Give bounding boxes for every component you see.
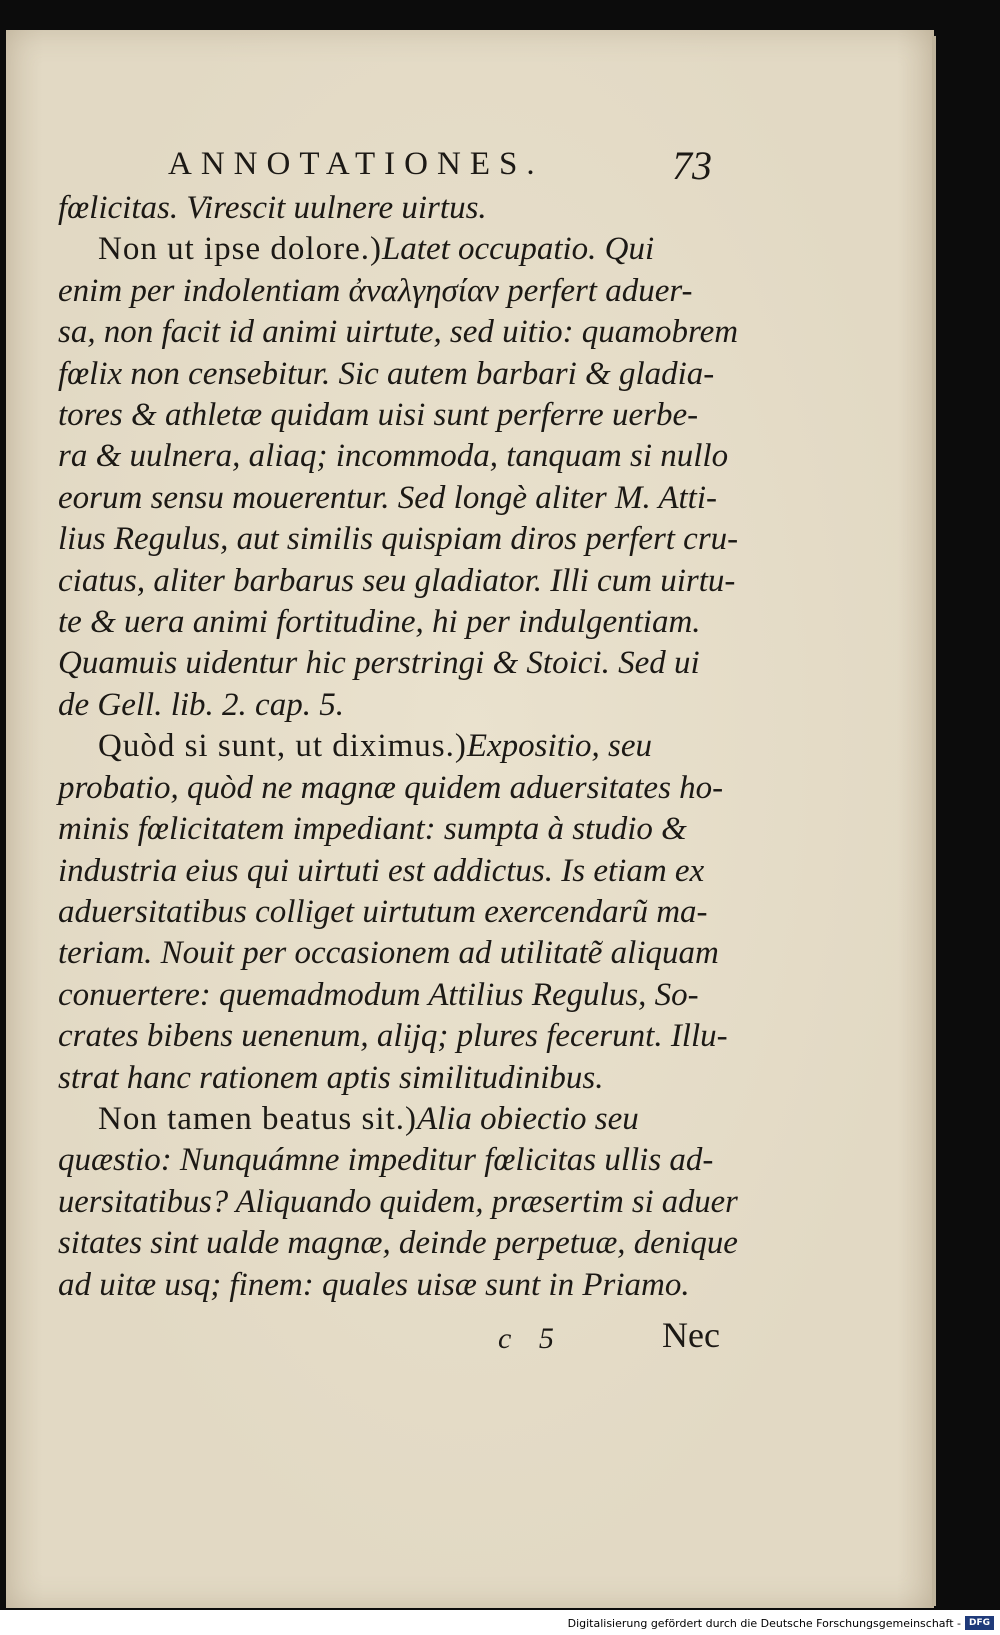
line-text: fœlicitas. Virescit uulnere uirtus. <box>58 190 487 226</box>
line-text: Expositio, seu <box>466 728 653 765</box>
line-text: conuertere: quemadmodum Attilius Regulus, So- <box>58 976 699 1013</box>
text-line <box>58 229 738 270</box>
line-text: Quamuis uidentur hic perstringi & Stoici. Sed ui <box>58 645 700 682</box>
text-line <box>58 1265 738 1306</box>
text-line <box>58 478 738 519</box>
text-line <box>58 726 738 767</box>
line-text: quæstio: Nunquámne impeditur fœlicitas ullis ad- <box>58 1142 714 1179</box>
text-line <box>58 1182 738 1223</box>
line-text: enim per indolentiam ἀναλγησίαν perfert aduer- <box>58 272 693 309</box>
text-line <box>58 643 738 684</box>
credit-text: Digitalisierung gefördert durch die Deutsche Forschungsgemeinschaft - <box>567 1616 961 1630</box>
text-line <box>58 1099 738 1140</box>
line-text: ciatus, aliter barbarus seu gladiator. Illi cum uirtu- <box>58 562 736 599</box>
line-text: Alia obiectio seu <box>416 1100 639 1137</box>
text-line <box>58 271 738 312</box>
text-line <box>58 1058 738 1099</box>
line-text: tores & athletæ quidam uisi sunt perferre uerbe- <box>58 397 699 434</box>
line-text: fœlix non censebitur. Sic autem barbari & gladia- <box>58 355 715 392</box>
running-head: ANNOTATIONES. <box>168 146 544 182</box>
text-line <box>58 436 738 477</box>
digitization-credit <box>568 1614 994 1632</box>
text-line <box>58 892 738 933</box>
catchword: Nec <box>662 1315 720 1355</box>
text-line <box>58 851 738 892</box>
page-edge <box>932 36 936 1606</box>
line-text: eorum sensu mouerentur. Sed longè aliter M. Atti- <box>58 479 718 516</box>
line-text: strat hanc rationem aptis similitudinibus. <box>58 1059 604 1096</box>
line-text: ad uitæ usq; finem: quales uisæ sunt in Priamo. <box>58 1266 690 1303</box>
page-number: 73 <box>672 143 712 188</box>
text-line <box>58 519 737 560</box>
text-line <box>58 1223 736 1264</box>
lemma: Quòd si sunt, ut diximus.) <box>98 728 467 765</box>
line-text: industria eius qui uirtuti est addictus. Is etiam ex <box>58 852 705 889</box>
line-text: sa, non facit id animi uirtute, sed uitio: quamobrem <box>58 314 739 351</box>
text-line <box>58 933 738 974</box>
line-text: probatio, quòd ne magnæ quidem aduersitates ho- <box>58 769 724 806</box>
text-line <box>58 768 738 809</box>
text-line <box>58 561 738 602</box>
line-text: sitates sint ualde magnæ, deinde perpetuæ, denique <box>58 1225 738 1262</box>
signature-mark: c 5 <box>498 1322 554 1355</box>
line-text: Latet occupatio. Qui <box>381 231 655 268</box>
line-text: de Gell. lib. 2. cap. 5. <box>58 686 344 723</box>
line-text: uersitatibus? Aliquando quidem, præsertim si aduer <box>58 1183 738 1220</box>
text-line <box>58 809 738 850</box>
text-line <box>58 1140 738 1181</box>
line-text: minis fœlicitatem impediant: sumpta à studio & <box>58 811 687 848</box>
line-text: aduersitatibus colliget uirtutum exercendarũ ma- <box>58 893 708 930</box>
text-line <box>58 685 738 726</box>
text-line <box>58 312 737 353</box>
line-text: teriam. Nouit per occasionem ad utilitatẽ aliquam <box>58 935 719 972</box>
text-line <box>58 395 738 436</box>
text-line <box>58 1016 738 1057</box>
text-line <box>58 975 738 1016</box>
annotation-text <box>58 188 738 1306</box>
dfg-logo: DFG <box>965 1616 994 1630</box>
line-text: te & uera animi fortitudine, hi per indulgentiam. <box>58 604 701 641</box>
lemma: Non tamen beatus sit.) <box>98 1100 417 1137</box>
text-line <box>58 188 738 229</box>
lemma: Non ut ipse dolore.) <box>98 231 382 268</box>
text-line <box>58 602 738 643</box>
line-text: lius Regulus, aut similis quispiam diros perfert cru- <box>58 521 739 558</box>
line-text: ra & uulnera, aliaq; incommoda, tanquam si nullo <box>58 438 729 475</box>
line-text: crates bibens uenenum, alijq; plures fecerunt. Illu- <box>58 1018 728 1055</box>
text-line <box>58 354 738 395</box>
